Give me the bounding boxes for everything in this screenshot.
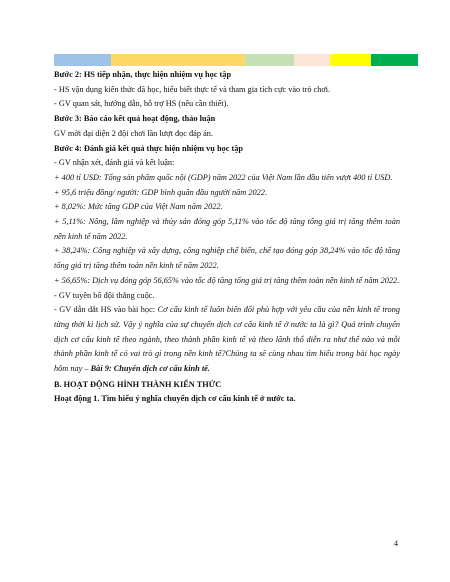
step3-line-1: GV mời đại diện 2 đội chơi lần lượt đọc đáp án. bbox=[54, 128, 213, 138]
color-bar-segment-yellow bbox=[111, 54, 245, 66]
step3-heading: Bước 3: Báo cáo kết quả hoạt động, thảo luận bbox=[54, 114, 216, 124]
page-number: 4 bbox=[394, 539, 398, 548]
color-bar-segment-bright-yellow bbox=[330, 54, 371, 66]
step4-heading: Bước 4: Đánh giá kết quả thực hiện nhiệm vụ học tập bbox=[54, 143, 244, 153]
color-bar-segment-dark-green bbox=[371, 54, 418, 66]
color-bar-segment-blue bbox=[54, 54, 111, 66]
step2-line-1: - HS vận dụng kiến thức đã học, hiểu biết thực tế và tham gia tích cực vào trò chơi. bbox=[54, 84, 331, 94]
conclusion-item-industry: + 38,24%: Công nghiệp và xây dựng, công nghiệp chế biến, chế tạo đóng góp 38,24% vào tốc độ tăng tổng giá trị tăng thêm toàn nền kinh tế năm 2022. bbox=[54, 246, 400, 271]
conclusion-item-services: + 56,65%: Dịch vụ đóng góp 56,65% vào tốc độ tăng tổng giá trị tăng thêm toàn nền kinh tế năm 2022. bbox=[54, 275, 400, 285]
activity-1-heading: Hoạt động 1. Tìm hiểu ý nghĩa chuyển dịch cơ cấu kinh tế ở nước ta. bbox=[54, 394, 296, 404]
color-bar-segment-green bbox=[245, 54, 294, 66]
color-bar-segment-peach bbox=[294, 54, 330, 66]
conclusion-item-gdp-growth: + 8,02%: Mức tăng GDP của Việt Nam năm 2022. bbox=[54, 202, 223, 212]
section-b-heading: B. HOẠT ĐỘNG HÌNH THÀNH KIẾN THỨC bbox=[54, 379, 222, 389]
header-color-bar bbox=[54, 54, 418, 66]
lesson-title: Bài 9: Chuyển dịch cơ cấu kinh tế. bbox=[90, 364, 210, 374]
lesson-intro-lead: - GV dẫn dắt HS vào bài học: bbox=[54, 305, 158, 315]
step4-line-2: - GV tuyên bố đội thắng cuộc. bbox=[54, 290, 155, 300]
conclusion-item-gdp-per-capita: + 95,6 triệu đồng/ người: GDP bình quân đầu người năm 2022. bbox=[54, 187, 268, 197]
lesson-intro-paragraph bbox=[54, 303, 400, 377]
conclusion-item-agriculture: + 5,11%: Nông, lâm nghiệp và thủy sản đóng góp 5,11% vào tốc độ tăng tổng giá trị tăng thêm toàn nền kinh tế năm 2022. bbox=[54, 217, 400, 241]
conclusion-item-gdp: + 400 tỉ USD: Tổng sản phẩm quốc nội (GDP) năm 2022 của Việt Nam lần đầu tiên vượt 400 tỉ USD. bbox=[54, 172, 393, 182]
step2-line-2: - GV quan sát, hướng dẫn, hỗ trợ HS (nếu cần thiết). bbox=[54, 99, 229, 109]
step4-line-1: - GV nhận xét, đánh giá và kết luận: bbox=[54, 158, 175, 168]
document-body bbox=[54, 68, 400, 407]
lesson-intro-question: Cơ cấu kinh tế luôn biến đổi phù hợp với yêu cầu của nền kinh tế trong từng thời kì lịch sử. Vậy ý nghĩa của sự chuyển dịch cơ cấu kinh tế ở nước ta là gì? Quá trình chuyển dịch cơ cấu kinh tế theo ngành, theo thành phần kinh tế và theo lãnh thổ diễn ra như thế nào và mỗi thành phần kinh tế có vai trò gì trong nền kinh tế?Chúng ta sẽ cùng nhau tìm hiểu trong bài học ngày hôm nay – bbox=[54, 305, 400, 374]
step2-heading: Bước 2: HS tiếp nhận, thực hiện nhiệm vụ học tập bbox=[54, 70, 232, 79]
